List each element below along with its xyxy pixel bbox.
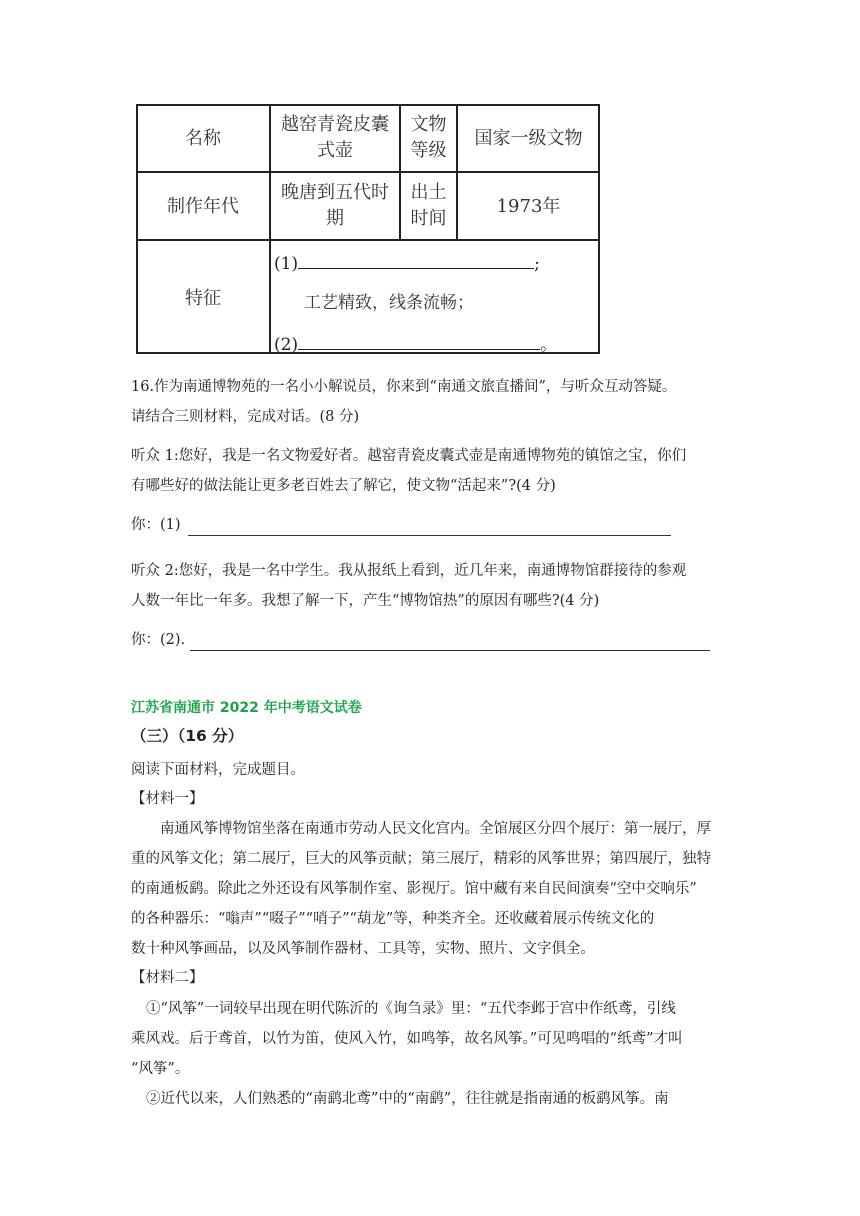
material2-line4: ②近代以来，人们熟悉的“南鹞北鸢”中的“南鹞”，往往就是指南通的板鹞风筝。南 [146, 1091, 669, 1107]
material2-line1: ①“风筝”一词较早出现在明代陈沂的《询刍录》里：“五代李邺于宫中作纸鸢，引线 [146, 1001, 676, 1017]
material1-line5: 数十种风筝画品，以及风筝制作器材、工具等，实物、照片、文字俱全。 [131, 941, 595, 957]
section-heading: （三）（16 分） [131, 727, 244, 745]
label-excavation: 出土 时间 [410, 182, 447, 230]
material1-title: 【材料一】 [131, 791, 204, 807]
material1-line3: 的南通板鹞。除此之外还设有风筝制作室、影视厅。馆中藏有来自民间演奏“空中交响乐” [131, 881, 697, 897]
q16-line2: 请结合三则材料，完成对话。(8 分) [131, 409, 360, 425]
feature-1: (1) ; [274, 254, 540, 274]
label-level: 文物 等级 [410, 114, 447, 162]
feature-2: (2) 。 [274, 335, 558, 355]
listener1-line1: 听众 1:您好，我是一名文物爱好者。越窑青瓷皮囊式壶是南通博物苑的镇馆之宝，你们 [131, 448, 687, 464]
answer1-label: 你：(1) [131, 517, 181, 533]
feature-middle: 工艺精致，线条流畅； [304, 293, 474, 313]
material2-line3: “风筝”。 [131, 1061, 190, 1077]
material1-line4: 的各种器乐：“嗡声”“啜子”“哨子”“葫龙”等，种类齐全。还收藏着展示传统文化的 [131, 911, 655, 927]
feature-2-blank [298, 349, 540, 350]
artifact-level: 国家一级文物 [474, 128, 583, 149]
label-name: 名称 [185, 128, 221, 149]
artifact-name: 越窑青瓷皮囊 式壶 [281, 114, 389, 162]
answer2-label: 你：(2). [131, 632, 186, 648]
label-era: 制作年代 [167, 196, 239, 217]
label-features: 特征 [185, 288, 221, 309]
q16-line1: 16.作为南通博物苑的一名小小解说员，你来到“南通文旅直播间”，与听众互动答疑。 [131, 379, 677, 395]
material1-line1: 南通风筝博物馆坐落在南通市劳动人民文化宫内。全馆展区分四个展厅：第一展厅，厚 [160, 821, 711, 837]
answer1-line[interactable] [188, 535, 671, 536]
material2-title: 【材料二】 [131, 970, 204, 986]
source-title: 江苏省南通市 2022 年中考语文试卷 [131, 700, 362, 716]
artifact-era: 晚唐到五代时 期 [281, 182, 389, 230]
excavation-year: 1973年 [496, 196, 561, 217]
answer2-line[interactable] [190, 650, 710, 651]
listener2-line2: 人数一年比一年多。我想了解一下，产生“博物馆热”的原因有哪些?(4 分) [131, 593, 600, 609]
artifact-table [136, 104, 600, 354]
material1-line2: 重的风筝文化；第二展厅，巨大的风筝贡献；第三展厅，精彩的风筝世界；第四展厅，独特 [131, 851, 711, 867]
instruction: 阅读下面材料，完成题目。 [131, 762, 305, 778]
listener2-line1: 听众 2:您好，我是一名中学生。我从报纸上看到，近几年来，南通博物馆群接待的参观 [131, 563, 687, 579]
feature-1-blank [298, 268, 534, 269]
material2-line2: 乘风戏。后于鸢首，以竹为笛，使风入竹，如鸣筝，故名风筝。”可见鸣唱的“纸鸢”才叫 [131, 1031, 683, 1047]
listener1-line2: 有哪些好的做法能让更多老百姓去了解它，使文物“活起来”?(4 分) [131, 478, 556, 494]
